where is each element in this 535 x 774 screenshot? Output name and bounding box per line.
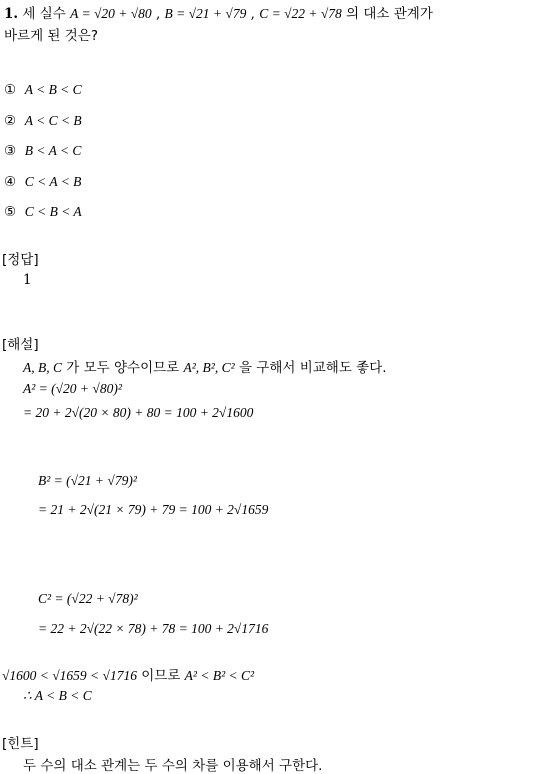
hint-heading: [힌트] [2, 736, 39, 752]
comparison-text: 이므로 [141, 668, 181, 684]
b-squared-expansion: = 21 + 2√(21 × 79) + 79 = 100 + 2√1659 [38, 502, 269, 517]
a-squared-expansion: = 20 + 2√(20 × 80) + 80 = 100 + 2√1600 [23, 405, 254, 420]
choice-text: A < B < C [24, 82, 82, 97]
explanation-text: 가 모두 양수이므로 [66, 360, 180, 376]
a-squared-line: A² = (√20 + √80)² [23, 381, 122, 396]
expr-b: B = √21 + √79 [164, 6, 247, 21]
c-squared-line: C² = (√22 + √78)² [38, 591, 138, 606]
question-number: 1. [4, 6, 19, 22]
choice-4[interactable] [4, 174, 81, 190]
comparison-line [2, 664, 254, 684]
choice-marker: ③ [4, 143, 17, 159]
choice-marker: ④ [4, 174, 17, 190]
abc-vars: A, B, C [23, 360, 62, 375]
explanation-line-1 [23, 356, 387, 376]
choice-2[interactable] [4, 113, 82, 129]
hint-text: 두 수의 대소 관계는 두 수의 차를 이용해서 구한다. [23, 758, 323, 774]
conclusion: ∴ A < B < C [23, 688, 92, 703]
c-squared-expansion: = 22 + 2√(22 × 78) + 78 = 100 + 2√1716 [38, 621, 269, 636]
expr-a: A = √20 + √80 [70, 6, 152, 21]
choice-text: C < B < A [24, 204, 82, 219]
root-comparison: √1600 < √1659 < √1716 [2, 668, 137, 683]
choice-marker: ② [4, 113, 17, 129]
choice-3[interactable] [4, 143, 81, 159]
question-intro: 세 실수 [22, 6, 66, 22]
choice-text: B < A < C [24, 143, 82, 158]
choice-text: A < C < B [24, 113, 82, 128]
explanation-text-end: 을 구해서 비교해도 좋다. [238, 360, 387, 376]
expr-c: C = √22 + √78 [259, 6, 342, 21]
squares: A², B², C² [183, 360, 235, 375]
choice-5[interactable] [4, 204, 82, 220]
question-stem-line-1: 1. 세 실수 A = √20 + √80 , B = √21 + √79 , C = √22 + √78 의 대소 관계가 [4, 6, 433, 22]
answer-heading: [정답] [2, 252, 39, 268]
explanation-heading: [해설] [2, 337, 39, 353]
choice-marker: ⑤ [4, 204, 17, 220]
question-stem-line-2: 바르게 된 것은? [4, 28, 98, 44]
choice-1[interactable] [4, 82, 82, 98]
answer-value: 1 [23, 272, 32, 288]
b-squared-line: B² = (√21 + √79)² [38, 473, 137, 488]
question-stem-end: 의 대소 관계가 [346, 6, 433, 22]
square-comparison: A² < B² < C² [184, 668, 255, 683]
choice-text: C < A < B [24, 174, 82, 189]
choice-marker: ① [4, 82, 17, 98]
